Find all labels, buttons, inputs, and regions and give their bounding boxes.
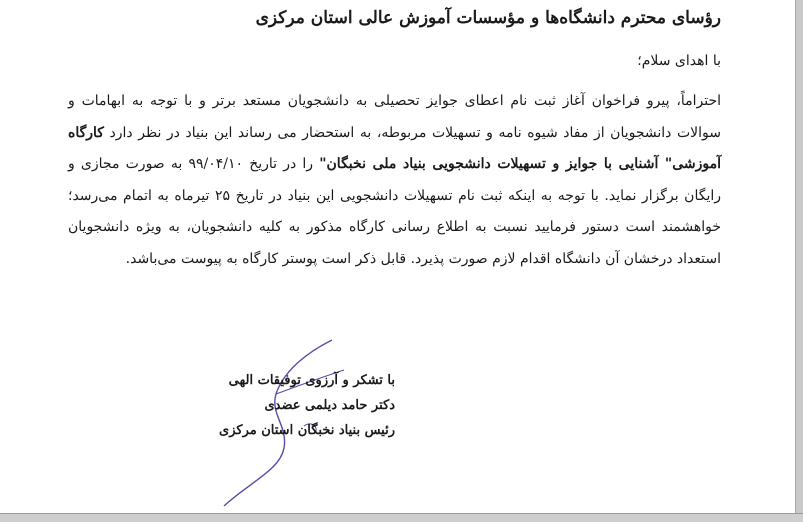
signature-title: رئیس بنیاد نخبگان استان مرکزی [219, 423, 395, 438]
letter-body [68, 86, 721, 275]
body-text-bold-title: کارگاه آموزشی" آشنایی با جوایز و تسهیلات دانشجویی بنیاد ملی نخبگان" [68, 124, 722, 172]
body-text-part2: را در تاریخ ۹۹/۰۴/۱۰ به صورت مجازی و رایگان برگزار نماید. با توجه به اینکه ثبت نام تسهیلات دانشجویی این بنیاد در تاریخ ۲۵ تیرماه به اتمام می‌رسد؛خواهشمند است دستور فرمایید نسبت به اطلاع رسانی کارگاه مذکور به کلیه دانشجویان، به ویژه دانشجویان استعداد درخشان آن دانشگاه اقدام لازم صورت پذیرد. قابل ذکر است پوستر کارگاه به پیوست می‌باشد. [68, 156, 721, 267]
letter-heading: رؤسای محترم دانشگاه‌ها و مؤسسات آموزش عالی استان مرکزی [255, 8, 721, 28]
body-text-part1: احتراماً، پیرو فراخوان آغاز ثبت نام اعطای جوایز تحصیلی به دانشجویان مستعد برتر و با توجه به ابهامات و سوالات دانشجویان از مفاد شیوه نامه و تسهیلات مربوطه، به استحضار می رساند این بنیاد در نظر دارد [68, 93, 721, 141]
signature-block [215, 368, 395, 443]
window-right-border [795, 0, 803, 522]
letter-greeting: با اهدای سلام؛ [637, 53, 721, 69]
signature-name: دکتر حامد دیلمی عضدی [264, 398, 395, 413]
window-bottom-border [0, 513, 803, 522]
signature-closing: با تشکر و آرزوی توفیقات الهی [228, 373, 395, 388]
